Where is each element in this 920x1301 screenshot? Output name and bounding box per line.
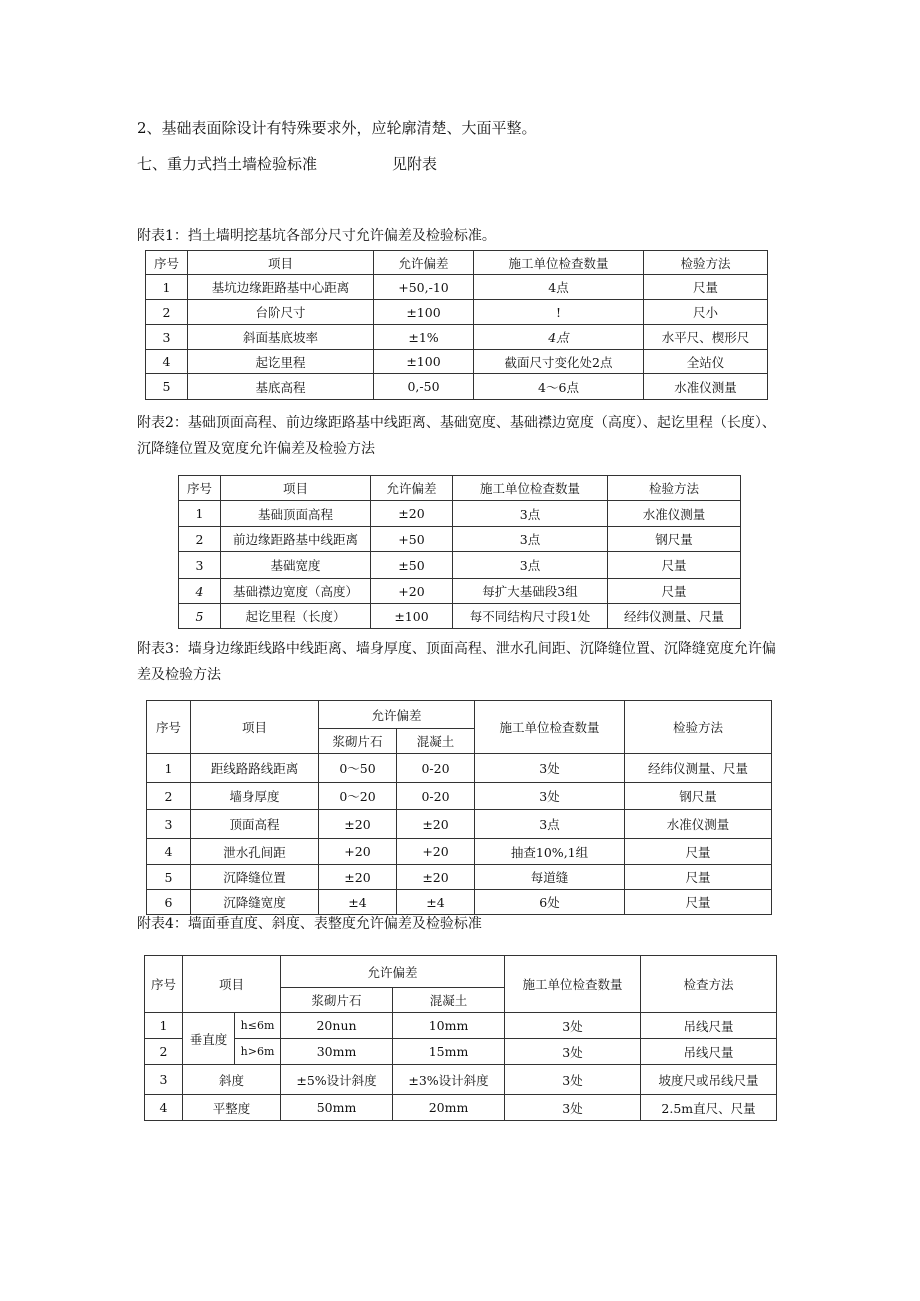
cell: 尺量 xyxy=(625,865,772,890)
cell: 每扩大基础段3组 xyxy=(453,579,608,604)
cell: 4 xyxy=(146,350,188,374)
table-row xyxy=(147,754,772,783)
cell: 5 xyxy=(147,865,191,890)
cell: 尺小 xyxy=(644,300,768,325)
cell: 3 xyxy=(179,552,221,579)
cell: 3点 xyxy=(453,527,608,552)
table-row xyxy=(179,604,741,629)
header-no: 序号 xyxy=(147,701,191,754)
header-item: 项目 xyxy=(221,476,371,501)
table-row xyxy=(145,1013,777,1039)
cell: 基坑边缘距路基中心距离 xyxy=(188,275,374,300)
cell: 起讫里程（长度） xyxy=(221,604,371,629)
cell: 平整度 xyxy=(183,1095,281,1121)
table-row xyxy=(147,839,772,865)
header-method: 检查方法 xyxy=(641,956,777,1013)
table-row xyxy=(179,552,741,579)
cell: 吊线尺量 xyxy=(641,1039,777,1065)
cell: 30mm xyxy=(281,1039,393,1065)
header-tolerance-concrete: 混凝土 xyxy=(393,988,505,1013)
cell: 每不同结构尺寸段1处 xyxy=(453,604,608,629)
cell: ±3%设计斜度 xyxy=(393,1065,505,1095)
table2-caption: 附表2：基础顶面高程、前边缘距路基中线距离、基础宽度、基础襟边宽度（高度）、起讫里程（长度）、沉降缝位置及宽度允许偏差及检验方法 xyxy=(137,415,776,457)
cell: 吊线尺量 xyxy=(641,1013,777,1039)
cell: 6处 xyxy=(475,890,625,915)
table-row xyxy=(145,1065,777,1095)
cell: 斜度 xyxy=(183,1065,281,1095)
cell: 5 xyxy=(146,374,188,400)
header-item: 项目 xyxy=(188,251,374,275)
cell: 尺量 xyxy=(625,890,772,915)
cell: 沉降缝宽度 xyxy=(191,890,319,915)
cell: 尺量 xyxy=(608,579,741,604)
header-tolerance-masonry: 浆砌片石 xyxy=(281,988,393,1013)
header-method: 检验方法 xyxy=(608,476,741,501)
cell: 4 xyxy=(179,579,221,604)
table-row xyxy=(147,783,772,810)
cell: 6 xyxy=(147,890,191,915)
cell: 钢尺量 xyxy=(608,527,741,552)
cell: 2 xyxy=(145,1039,183,1065)
cell: ±4 xyxy=(397,890,475,915)
header-quantity: 施工单位检查数量 xyxy=(505,956,641,1013)
cell: 0-20 xyxy=(397,754,475,783)
cell: 基础襟边宽度（高度） xyxy=(221,579,371,604)
cell: 3处 xyxy=(475,754,625,783)
cell: h>6m xyxy=(235,1039,281,1065)
cell: 2 xyxy=(147,783,191,810)
cell: 1 xyxy=(147,754,191,783)
header-tolerance: 允许偏差 xyxy=(374,251,474,275)
cell: 4～6点 xyxy=(474,374,644,400)
cell: 尺量 xyxy=(644,275,768,300)
cell: 2.5m直尺、尺量 xyxy=(641,1095,777,1121)
cell: 0-20 xyxy=(397,783,475,810)
cell: 全站仪 xyxy=(644,350,768,374)
cell: 3处 xyxy=(475,783,625,810)
cell: 水准仪测量 xyxy=(644,374,768,400)
cell: 3处 xyxy=(505,1065,641,1095)
cell: ±1% xyxy=(374,325,474,350)
table2 xyxy=(178,475,741,629)
cell: 1 xyxy=(179,501,221,527)
cell: 20mm xyxy=(393,1095,505,1121)
table3 xyxy=(146,700,772,915)
cell-vertical-label: 垂直度 xyxy=(183,1013,235,1065)
cell: 起讫里程 xyxy=(188,350,374,374)
cell: 50mm xyxy=(281,1095,393,1121)
cell: 斜面基底坡率 xyxy=(188,325,374,350)
cell: 基础宽度 xyxy=(221,552,371,579)
cell: 10mm xyxy=(393,1013,505,1039)
cell: 3点 xyxy=(475,810,625,839)
cell: 抽查10%,1组 xyxy=(475,839,625,865)
header-tolerance: 允许偏差 xyxy=(319,701,475,729)
cell: ±20 xyxy=(319,810,397,839)
header-no: 序号 xyxy=(179,476,221,501)
cell: ±20 xyxy=(319,865,397,890)
cell: 3处 xyxy=(505,1013,641,1039)
cell: 尺量 xyxy=(608,552,741,579)
table1-header-row xyxy=(146,251,768,275)
cell: 水准仪测量 xyxy=(625,810,772,839)
cell: 1 xyxy=(145,1013,183,1039)
header-item: 项目 xyxy=(191,701,319,754)
paragraph-foundation-surface: 2、基础表面除设计有特殊要求外，应轮廓清楚、大面平整。 xyxy=(137,119,537,137)
cell: 5 xyxy=(179,604,221,629)
header-item: 项目 xyxy=(183,956,281,1013)
table-row xyxy=(146,300,768,325)
cell: 3 xyxy=(147,810,191,839)
table4-header-row xyxy=(145,956,777,988)
table-row xyxy=(146,374,768,400)
table-row xyxy=(145,1039,777,1065)
cell: 1 xyxy=(146,275,188,300)
cell: 3点 xyxy=(453,501,608,527)
cell: ±4 xyxy=(319,890,397,915)
header-tolerance-concrete: 混凝土 xyxy=(397,729,475,754)
header-quantity: 施工单位检查数量 xyxy=(474,251,644,275)
cell: 距线路路线距离 xyxy=(191,754,319,783)
header-tolerance: 允许偏差 xyxy=(281,956,505,988)
cell: ±20 xyxy=(397,865,475,890)
cell: 基底高程 xyxy=(188,374,374,400)
table4 xyxy=(144,955,777,1121)
header-quantity: 施工单位检查数量 xyxy=(453,476,608,501)
cell: ±50 xyxy=(371,552,453,579)
header-method: 检验方法 xyxy=(625,701,772,754)
table3-caption: 附表3：墙身边缘距线路中线距离、墙身厚度、顶面高程、泄水孔间距、沉降缝位置、沉降缝宽度允许偏差及检验方法 xyxy=(137,641,776,683)
cell: 经纬仪测量、尺量 xyxy=(608,604,741,629)
cell: 沉降缝位置 xyxy=(191,865,319,890)
cell: +20 xyxy=(371,579,453,604)
cell: 4点 xyxy=(474,325,644,350)
cell: ±100 xyxy=(371,604,453,629)
cell: 3处 xyxy=(505,1095,641,1121)
cell: 尺量 xyxy=(625,839,772,865)
cell: h≤6m xyxy=(235,1013,281,1039)
table-row xyxy=(147,890,772,915)
cell: ! xyxy=(474,300,644,325)
cell: +50,-10 xyxy=(374,275,474,300)
table-row xyxy=(179,527,741,552)
table-row xyxy=(146,350,768,374)
cell: +20 xyxy=(397,839,475,865)
cell: 台阶尺寸 xyxy=(188,300,374,325)
cell: 3点 xyxy=(453,552,608,579)
table-row xyxy=(145,1095,777,1121)
cell: +20 xyxy=(319,839,397,865)
table1-caption: 附表1：挡土墙明挖基坑各部分尺寸允许偏差及检验标准。 xyxy=(137,228,496,244)
cell: 钢尺量 xyxy=(625,783,772,810)
cell: 截面尺寸变化处2点 xyxy=(474,350,644,374)
cell: 4 xyxy=(145,1095,183,1121)
cell: 顶面高程 xyxy=(191,810,319,839)
cell: +50 xyxy=(371,527,453,552)
table-row xyxy=(179,579,741,604)
cell: ±20 xyxy=(371,501,453,527)
cell: 0～50 xyxy=(319,754,397,783)
table2-header-row xyxy=(179,476,741,501)
table4-caption: 附表4：墙面垂直度、斜度、表整度允许偏差及检验标准 xyxy=(137,916,482,932)
cell: 4点 xyxy=(474,275,644,300)
table-row xyxy=(147,810,772,839)
cell: 泄水孔间距 xyxy=(191,839,319,865)
cell: ±100 xyxy=(374,300,474,325)
header-method: 检验方法 xyxy=(644,251,768,275)
cell: 前边缘距路基中线距离 xyxy=(221,527,371,552)
header-quantity: 施工单位检查数量 xyxy=(475,701,625,754)
cell: 水平尺、楔形尺 xyxy=(644,325,768,350)
table-row xyxy=(146,325,768,350)
cell: 0,-50 xyxy=(374,374,474,400)
table1 xyxy=(145,250,768,400)
cell: 墙身厚度 xyxy=(191,783,319,810)
cell: 3处 xyxy=(505,1039,641,1065)
cell: 基础顶面高程 xyxy=(221,501,371,527)
cell: 坡度尺或吊线尺量 xyxy=(641,1065,777,1095)
cell: 20nun xyxy=(281,1013,393,1039)
header-no: 序号 xyxy=(146,251,188,275)
cell: ±20 xyxy=(397,810,475,839)
cell: 水准仪测量 xyxy=(608,501,741,527)
cell: ±100 xyxy=(374,350,474,374)
cell: 0～20 xyxy=(319,783,397,810)
cell: 2 xyxy=(179,527,221,552)
cell: 4 xyxy=(147,839,191,865)
cell: 经纬仪测量、尺量 xyxy=(625,754,772,783)
header-tolerance-masonry: 浆砌片石 xyxy=(319,729,397,754)
header-tolerance: 允许偏差 xyxy=(371,476,453,501)
cell: ±5%设计斜度 xyxy=(281,1065,393,1095)
table3-header-row xyxy=(147,701,772,729)
section-heading-gravity-wall: 七、重力式挡土墙检验标准 xyxy=(137,155,318,173)
cell: 每道缝 xyxy=(475,865,625,890)
table-row xyxy=(147,865,772,890)
table-row xyxy=(146,275,768,300)
cell: 3 xyxy=(146,325,188,350)
cell: 3 xyxy=(145,1065,183,1095)
section-heading-ref: 见附表 xyxy=(392,155,438,173)
cell: 2 xyxy=(146,300,188,325)
table-row xyxy=(179,501,741,527)
header-no: 序号 xyxy=(145,956,183,1013)
cell: 15mm xyxy=(393,1039,505,1065)
